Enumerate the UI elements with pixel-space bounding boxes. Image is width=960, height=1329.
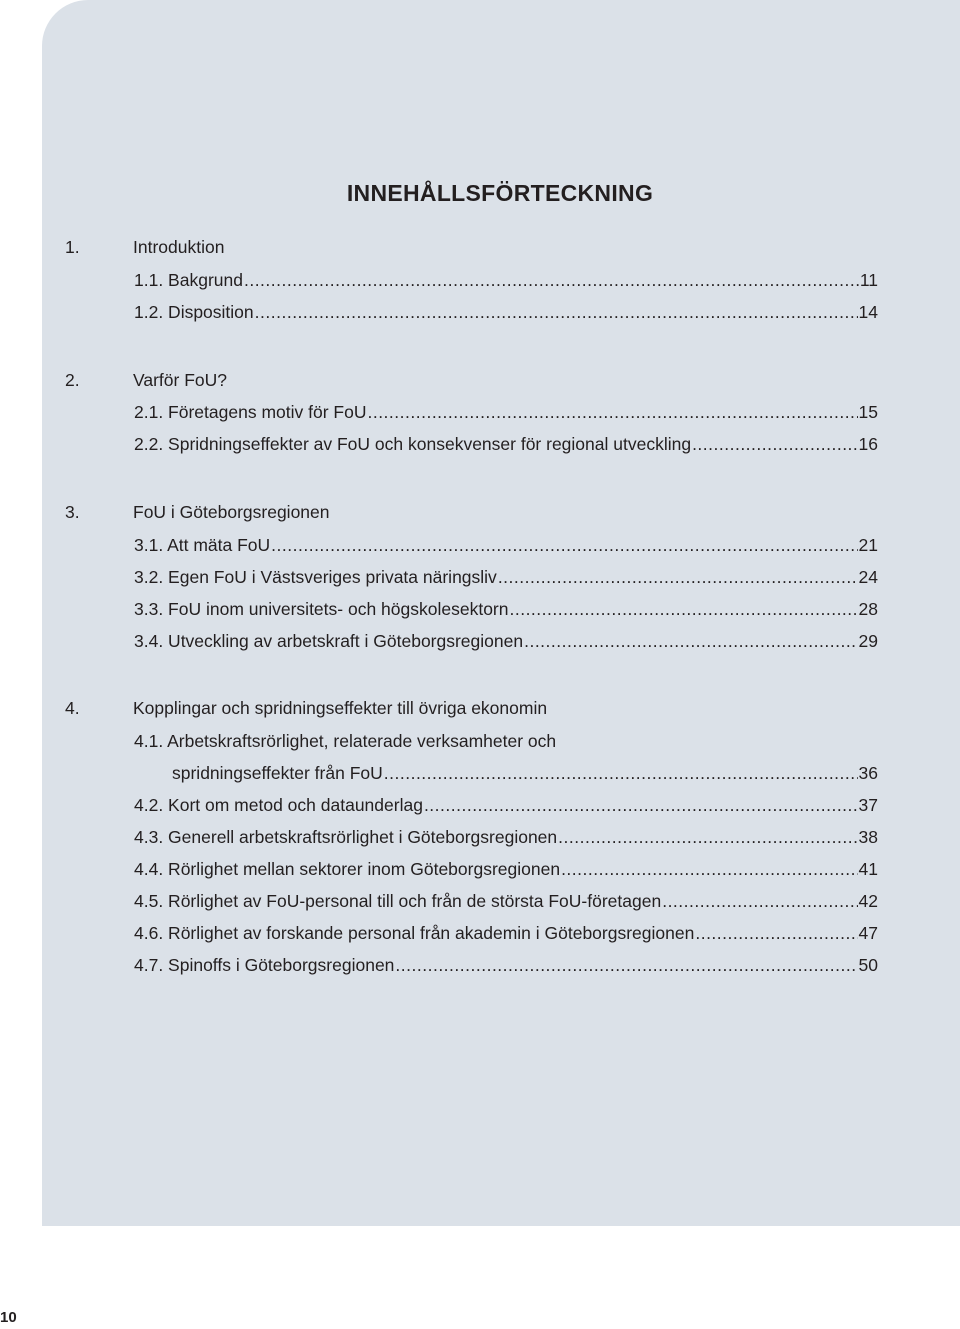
dot-leader (255, 300, 858, 324)
toc-entry-4-2[interactable] (134, 793, 878, 817)
entry-label: 4.5. Rörlighet av FoU-personal till och från de största FoU-företagen (134, 891, 662, 911)
dot-leader (695, 921, 857, 945)
toc-entry-4-3[interactable] (134, 825, 878, 849)
entry-page: 14 (858, 302, 878, 322)
dot-leader (662, 889, 857, 913)
entry-page: 36 (858, 763, 878, 783)
toc-section-4 (65, 696, 865, 720)
section-title: FoU i Göteborgsregionen (133, 502, 330, 522)
entry-label: 4.6. Rörlighet av forskande personal från akademin i Göteborgsregionen (134, 923, 695, 943)
dot-leader (692, 432, 857, 456)
entry-label: 4.7. Spinoffs i Göteborgsregionen (134, 955, 395, 975)
entry-page: 38 (858, 827, 878, 847)
dot-leader (561, 857, 857, 881)
dot-leader (524, 629, 857, 653)
toc-entry-3-3[interactable] (134, 597, 878, 621)
entry-label: 3.4. Utveckling av arbetskraft i Göteborgsregionen (134, 631, 524, 651)
dot-leader (424, 793, 858, 817)
toc-entry-4-1-line1[interactable] (134, 729, 556, 753)
toc-title: INNEHÅLLSFÖRTECKNING (346, 180, 654, 206)
dot-leader (271, 533, 857, 557)
section-title: Varför FoU? (133, 370, 228, 390)
entry-page: 16 (858, 434, 878, 454)
entry-page: 42 (858, 891, 878, 911)
entry-label: 4.4. Rörlighet mellan sektorer inom Göteborgsregionen (134, 859, 561, 879)
entry-label: 3.1. Att mäta FoU (134, 535, 271, 555)
section-title: Introduktion (133, 237, 225, 257)
entry-page: 50 (858, 955, 878, 975)
section-number: 2. (65, 370, 80, 390)
dot-leader (498, 565, 858, 589)
section-number: 3. (65, 502, 80, 522)
dot-leader (509, 597, 857, 621)
entry-label: 4.3. Generell arbetskraftsrörlighet i Göteborgsregionen (134, 827, 558, 847)
entry-page: 28 (858, 599, 878, 619)
section-number: 1. (65, 237, 80, 257)
dot-leader (367, 400, 857, 424)
entry-label-continued: spridningseffekter från FoU (172, 763, 383, 783)
section-number: 4. (65, 698, 80, 718)
toc-entry-3-2[interactable] (134, 565, 878, 589)
dot-leader (244, 268, 859, 292)
entry-label: 1.1. Bakgrund (134, 270, 243, 290)
entry-label: 3.2. Egen FoU i Västsveriges privata näringsliv (134, 567, 497, 587)
toc-section-2 (65, 368, 865, 392)
entry-page: 47 (858, 923, 878, 943)
page-number: 10 (0, 1309, 17, 1326)
toc-entry-3-1[interactable] (134, 533, 878, 557)
entry-page: 41 (858, 859, 878, 879)
toc-section-3 (65, 500, 865, 524)
section-title: Kopplingar och spridningseffekter till övriga ekonomin (133, 698, 548, 718)
entry-page: 15 (858, 402, 878, 422)
entry-label: 1.2. Disposition (134, 302, 254, 322)
toc-entry-1-2[interactable] (134, 300, 878, 324)
dot-leader (384, 761, 858, 785)
entry-page: 24 (858, 567, 878, 587)
toc-entry-1-1[interactable] (134, 268, 878, 292)
toc-entry-4-7[interactable] (134, 953, 878, 977)
dot-leader (395, 953, 857, 977)
toc-entry-2-2[interactable] (134, 432, 878, 456)
toc-entry-2-1[interactable] (134, 400, 878, 424)
entry-label: 3.3. FoU inom universitets- och högskolesektorn (134, 599, 509, 619)
entry-label: 2.2. Spridningseffekter av FoU och konsekvenser för regional utveckling (134, 434, 692, 454)
toc-entry-4-4[interactable] (134, 857, 878, 881)
entry-page: 11 (859, 270, 878, 290)
entry-page: 37 (858, 795, 878, 815)
toc-entry-4-5[interactable] (134, 889, 878, 913)
entry-label: 4.1. Arbetskraftsrörlighet, relaterade verksamheter och (134, 731, 557, 751)
dot-leader (558, 825, 857, 849)
toc-section-1 (65, 235, 865, 259)
toc-entry-4-1-line2[interactable] (172, 761, 878, 785)
toc-entry-3-4[interactable] (134, 629, 878, 653)
entry-page: 21 (858, 535, 878, 555)
entry-page: 29 (858, 631, 878, 651)
entry-label: 4.2. Kort om metod och dataunderlag (134, 795, 423, 815)
toc-entry-4-6[interactable] (134, 921, 878, 945)
entry-label: 2.1. Företagens motiv för FoU (134, 402, 367, 422)
